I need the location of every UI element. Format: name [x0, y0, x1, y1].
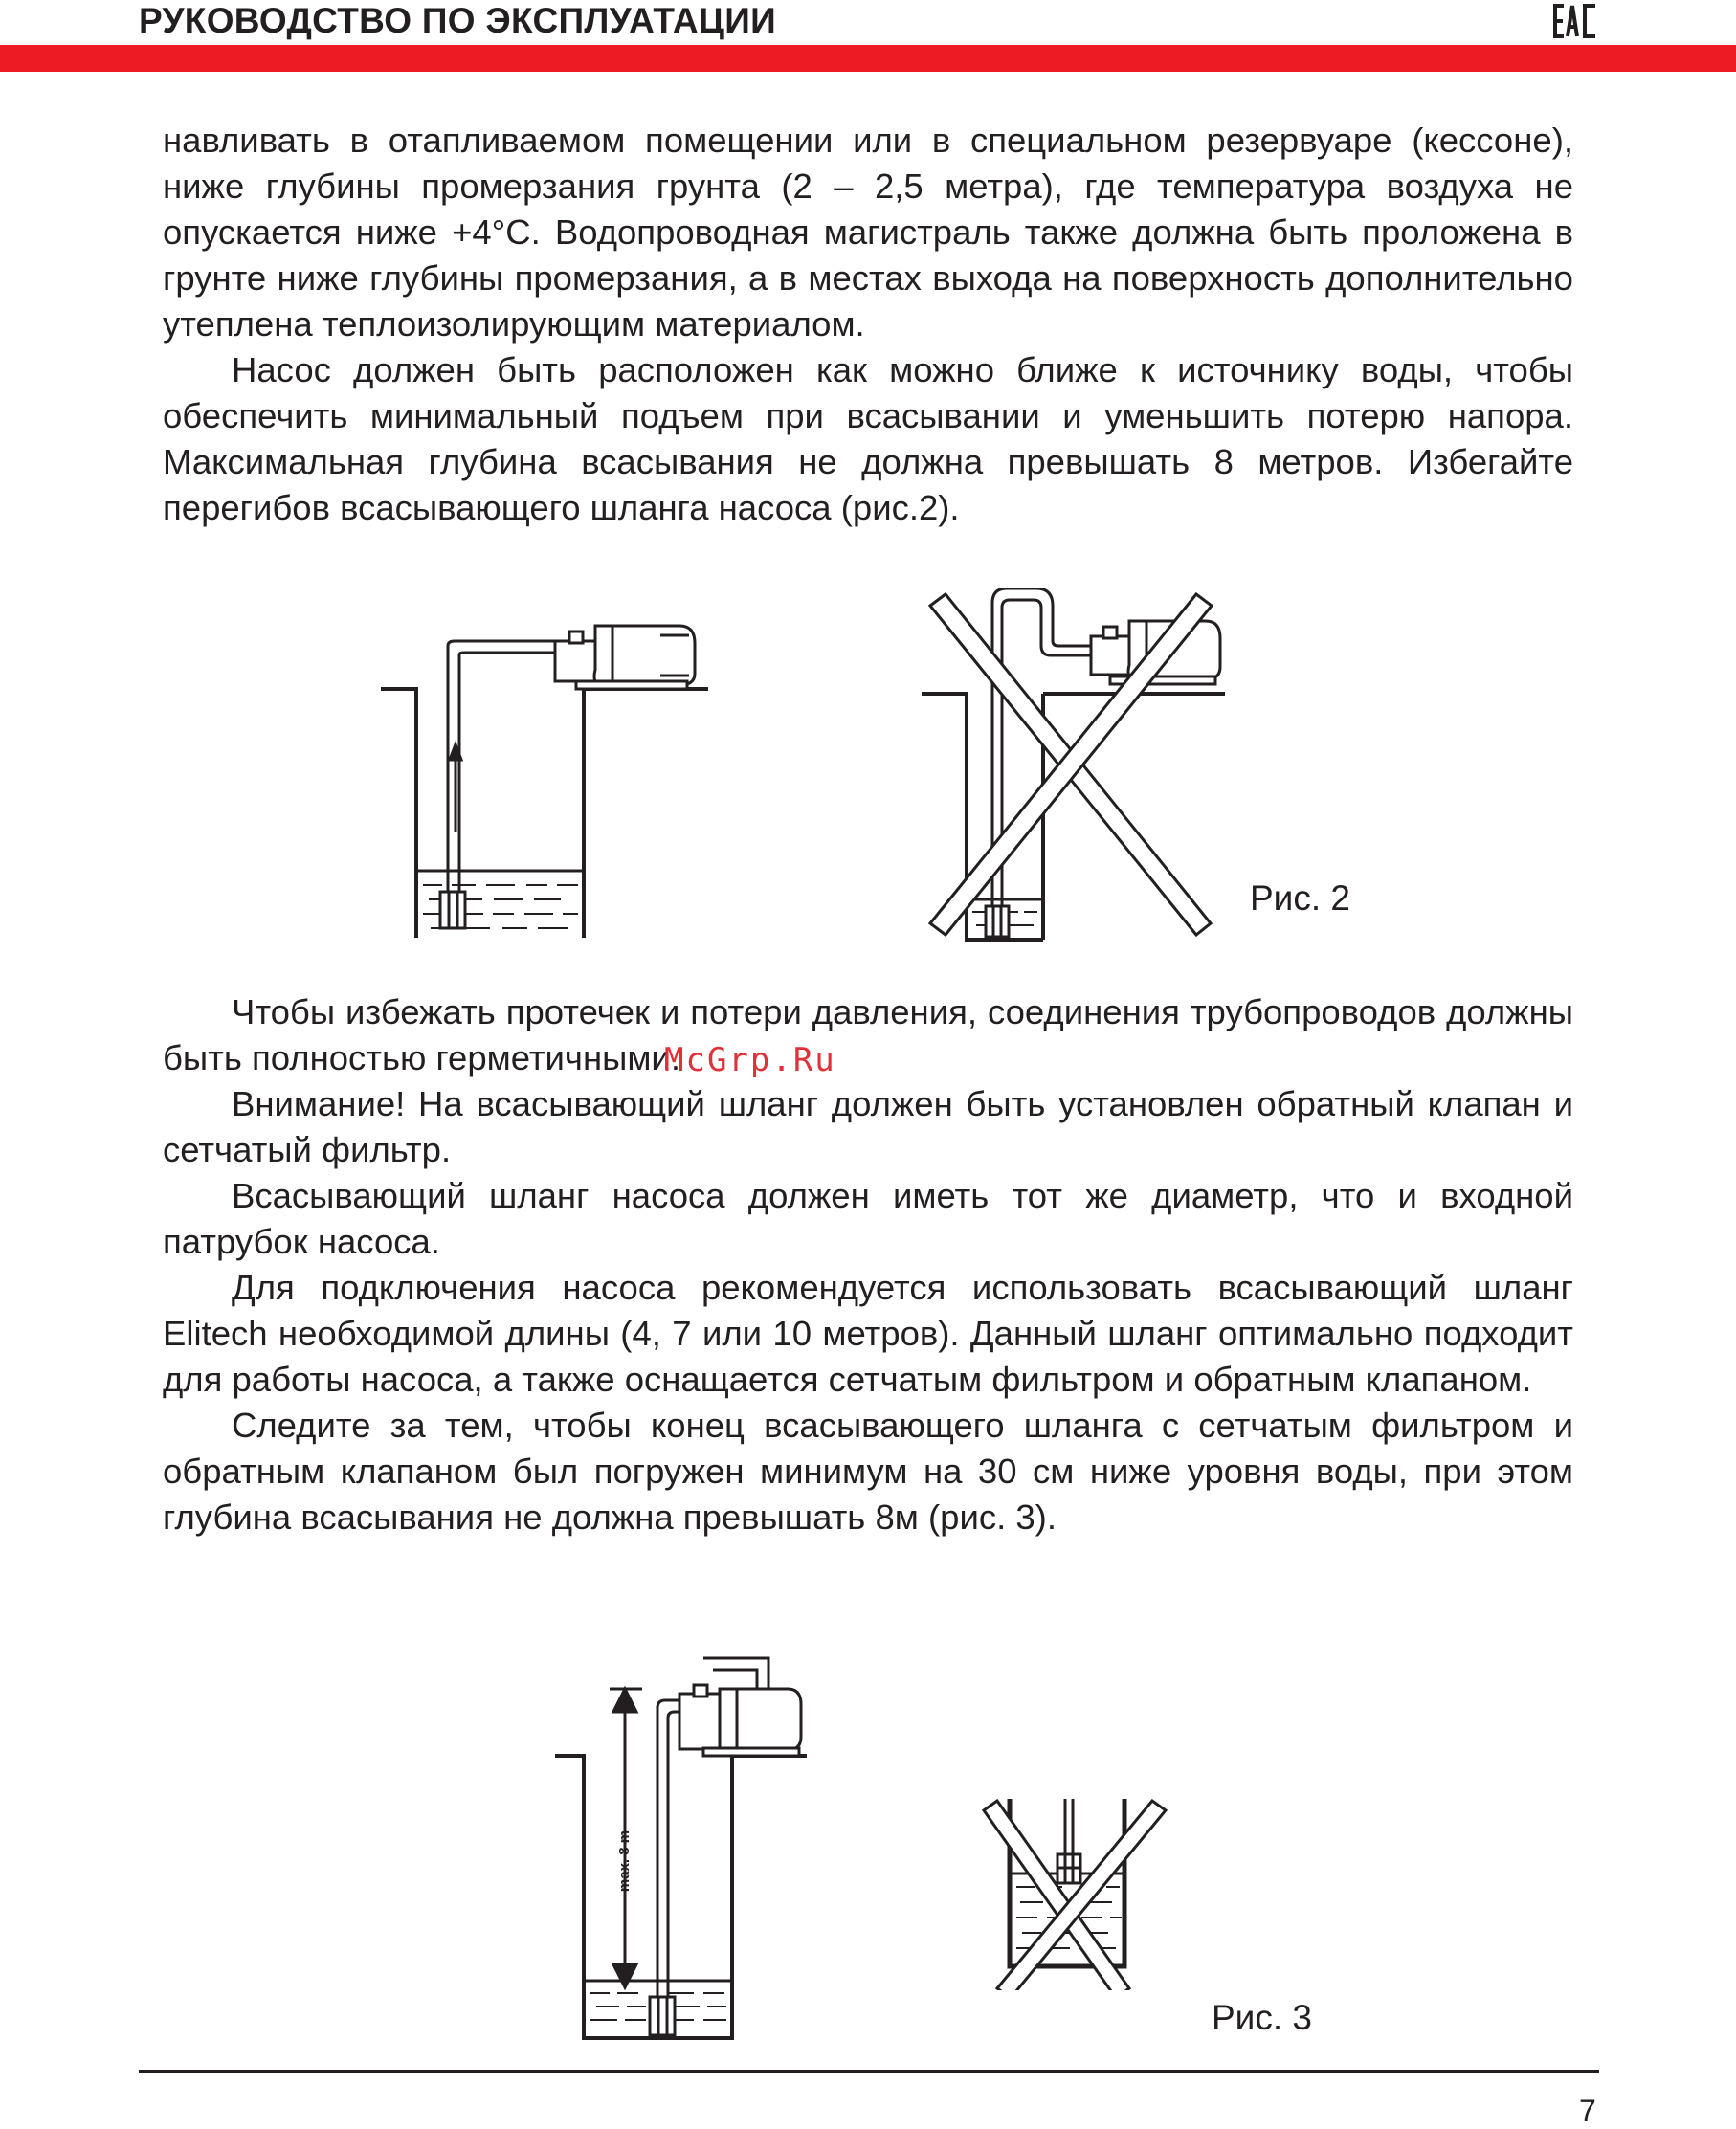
paragraph: Чтобы избежать протечек и потери давления, соединения трубопроводов должны быть полностью герметичными. — [163, 992, 1573, 1077]
paragraph: Для подключения насоса рекомендуется использовать всасывающий шланг Elitech необходимой длины (4, 7 или 10 метров). Данный шланг оптимально подходит для работы насоса, а также оснащается сетчатым фильтром и обратным клапаном. — [163, 1268, 1573, 1399]
footer-rule — [139, 2070, 1599, 2073]
figure-3-caption: Рис. 3 — [1212, 1998, 1312, 2037]
paragraph: Насос должен быть расположен как можно ближе к источнику воды, чтобы обеспечить минимальный подъем при всасывании и уменьшить потерю напора. Максимальная глубина всасывания не должна превышать 8 метров. Избегайте перегибов всасывающего шланга насоса (рис.2). — [163, 350, 1573, 527]
figure-2-caption: Рис. 2 — [1250, 878, 1350, 918]
page-number: 7 — [1579, 2094, 1596, 2128]
header-accent-band — [0, 45, 1736, 72]
paragraph: Следите за тем, чтобы конец всасывающего шланга с сетчатым фильтром и обратным клапаном был погружен минимум на 30 см ниже уровня воды, при этом глубина всасывания не должна превышать 8м (рис. 3). — [163, 1406, 1573, 1537]
eac-mark — [1553, 4, 1597, 38]
paragraph: Внимание! На всасывающий шланг должен быть установлен обратный клапан и сетчатый фильтр. — [163, 1084, 1573, 1169]
watermark-text: McGrp.Ru — [664, 1041, 836, 1079]
text-block-2 — [163, 989, 1573, 1541]
figure-2-correct-installation — [373, 593, 718, 938]
paragraph: Всасывающий шланг насоса должен иметь тот же диаметр, что и входной патрубок насоса. — [163, 1176, 1573, 1261]
figure-3-incorrect-immersion — [976, 1799, 1168, 1990]
header-title: РУКОВОДСТВО ПО ЭКСПЛУАТАЦИИ — [139, 1, 777, 40]
figure-2-incorrect-installation — [919, 588, 1235, 947]
paragraph: навливать в отапливаемом помещении или в специальном резервуаре (кессоне), ниже глубины промерзания грунта (2 – 2,5 метра), где температура воздуха не опускается ниже +4°С. Водопроводная магистраль также должна быть проложена в грунте ниже глубины промерзания, а в местах выхода на поверхность дополнительно утеплена теплоизолирующим материалом. — [163, 121, 1573, 344]
figure-3-max-depth — [550, 1651, 818, 2043]
max-depth-label: max. 8 m — [616, 1830, 633, 1893]
text-block-1 — [163, 118, 1573, 531]
